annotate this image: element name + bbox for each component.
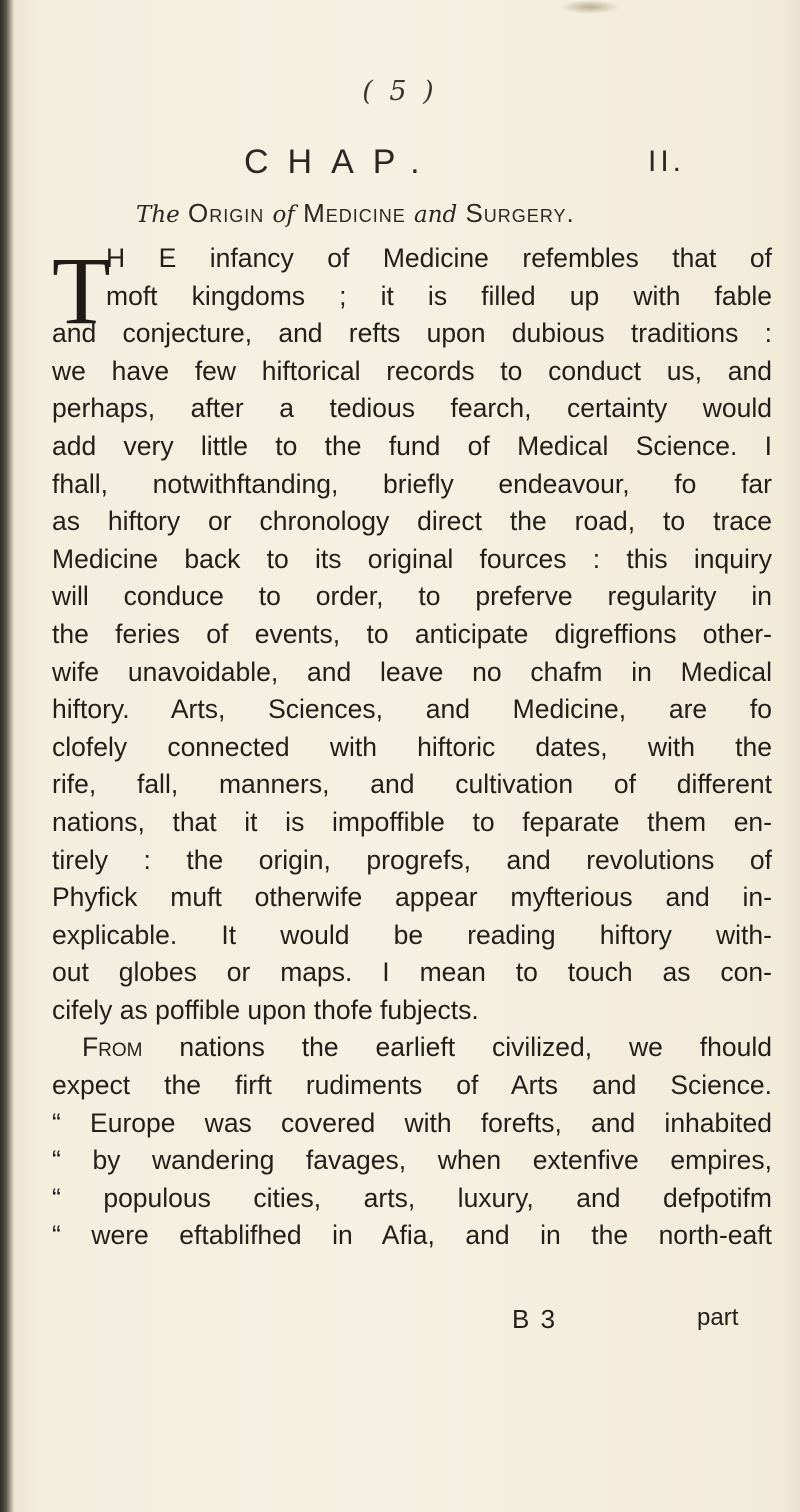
signature-mark: B 3 — [512, 1304, 558, 1334]
drop-cap: T — [52, 237, 111, 344]
text-line: “ were eftablifhed in Afia, and in the north-eaft — [52, 1220, 772, 1251]
page-gutter-shadow — [0, 0, 14, 1512]
text-line: Phyfick muft otherwife appear myfterious and in- — [52, 882, 772, 913]
text-line: “ by wandering favages, when extenfive empires, — [52, 1145, 772, 1176]
paragraph-opening-line — [52, 1029, 772, 1067]
text-line: rife, fall, manners, and cultivation of different — [52, 769, 772, 800]
chapter-heading: CHAP. — [244, 143, 439, 181]
text-line: and conjecture, and refts upon dubious traditions : — [52, 318, 772, 349]
text-line: perhaps, after a tedious fearch, certainty would — [52, 393, 772, 424]
text-line: fhall, notwithftanding, briefly endeavour, fo far — [52, 468, 772, 499]
paragraph-lead-word: From — [82, 1032, 143, 1063]
chapter-subtitle — [136, 198, 575, 229]
text-line: clofely connected with hiftoric dates, with the — [52, 731, 772, 762]
text-line: explicable. It would be reading hiftory with- — [52, 919, 772, 950]
chapter-number: II. — [648, 145, 686, 178]
text-line: Medicine back to its original fources : this inquiry — [52, 543, 772, 574]
text-line: as hiftory or chronology direct the road, to trace — [52, 506, 772, 537]
text-line: “ populous cities, arts, luxury, and defpotifm — [52, 1182, 772, 1213]
text-line: out globes or maps. I mean to touch as con- — [52, 957, 772, 988]
subtitle-and: and — [413, 202, 458, 228]
text-line: will conduce to order, to preferve regularity in — [52, 581, 772, 612]
body-text — [52, 237, 772, 1255]
text-line: add very little to the fund of Medical Science. I — [52, 430, 772, 461]
text-line: expect the firft rudiments of Arts and Science. — [52, 1070, 772, 1101]
text-line: moft kingdoms ; it is filled up with fable — [106, 280, 772, 311]
text-line: “ Europe was covered with forefts, and inhabited — [52, 1107, 772, 1138]
subtitle-origin: Origin — [188, 198, 265, 228]
text-line: H E infancy of Medicine refembles that of — [106, 243, 772, 273]
text-line: nations, that it is impoffible to feparate them en- — [52, 806, 772, 837]
subtitle-of: of — [272, 202, 295, 228]
subtitle-medicine: Medicine — [303, 198, 406, 228]
subtitle-surgery: Surgery. — [465, 198, 575, 228]
text-line: tirely : the origin, progrefs, and revolutions of — [52, 844, 772, 875]
page-number: ( 5 ) — [362, 76, 438, 107]
text-line: cifely as poffible upon thofe fubjects. — [52, 994, 479, 1025]
catchword: part — [697, 1304, 739, 1331]
text-line: the feries of events, to anticipate digreffions other- — [52, 618, 772, 649]
text-line: hiftory. Arts, Sciences, and Medicine, are fo — [52, 694, 772, 725]
text-line: wife unavoidable, and leave no chafm in Medical — [52, 656, 772, 687]
subtitle-the: The — [136, 202, 180, 228]
text-line: we have few hiftorical records to conduct us, and — [52, 355, 772, 386]
paragraph-opening-text: nations the earlieft civilized, we fhould — [179, 1032, 772, 1063]
page-stain — [560, 0, 620, 14]
